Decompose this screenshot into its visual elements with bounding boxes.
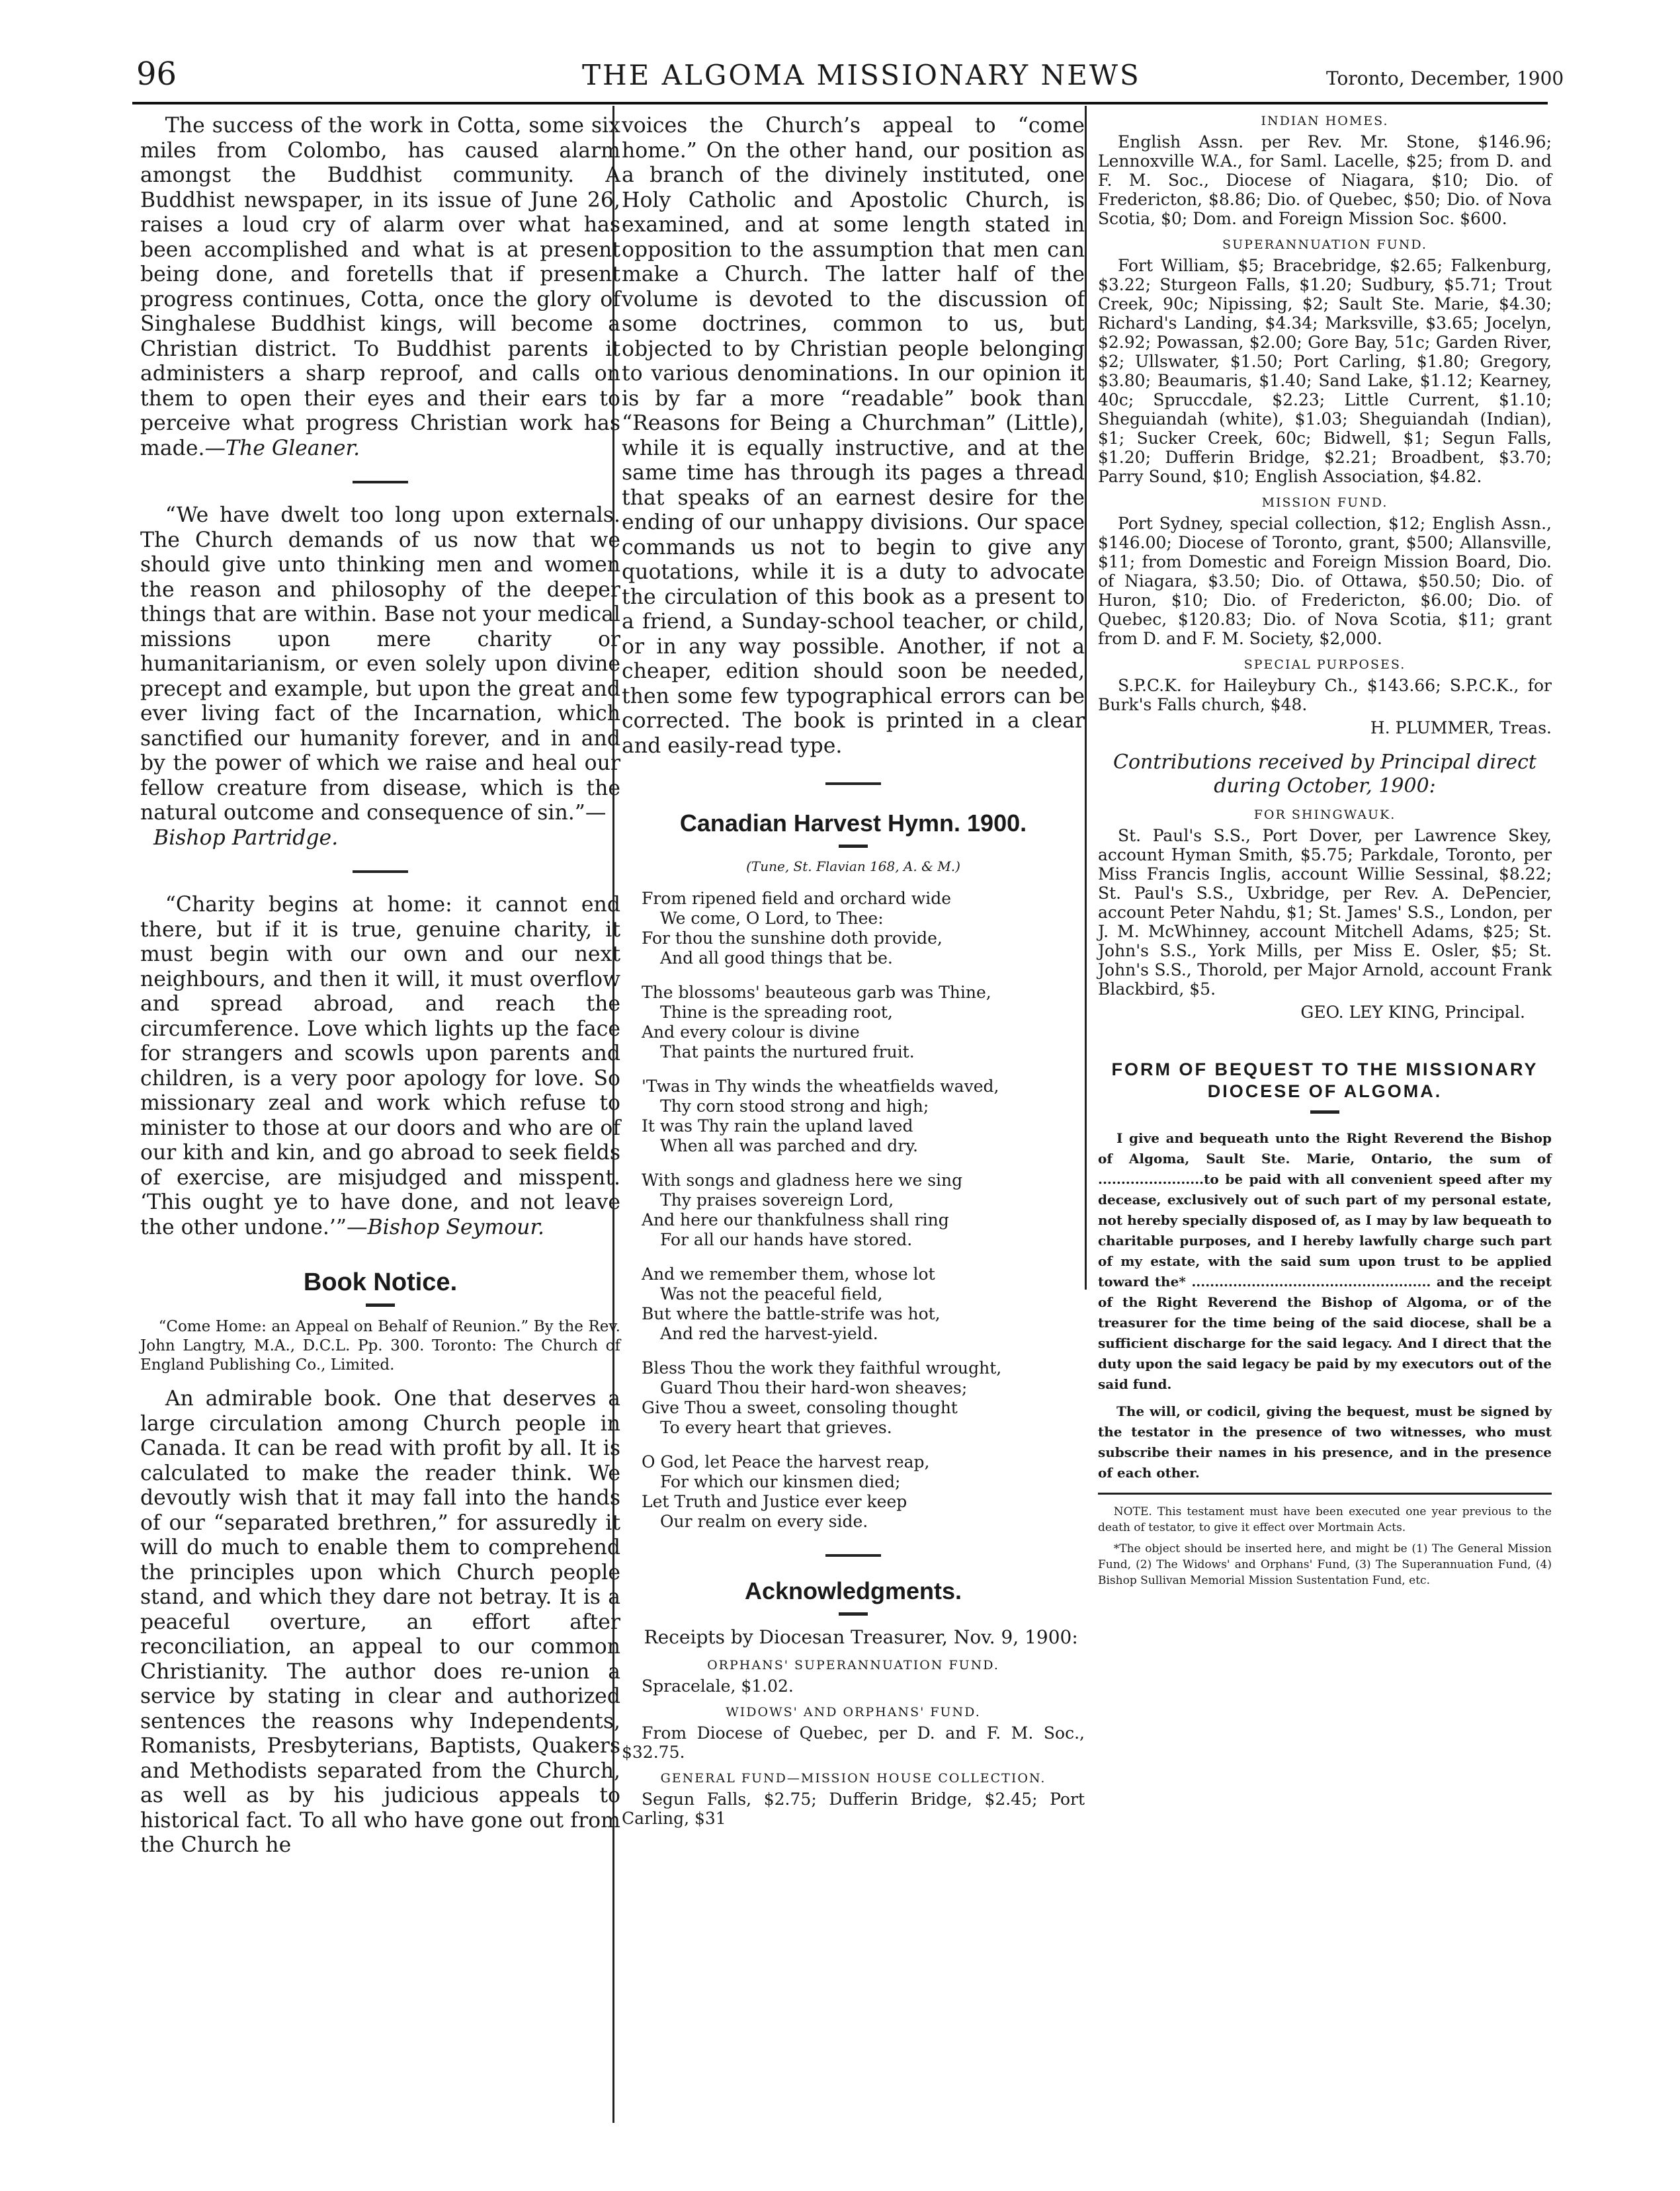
- bequest-footnote: *The object should be inserted here, and might be (1) The General Mission Fund, (2) The Widows' and Orphans' Fund, (3) The Superannuation Fund, (4) Bishop Sullivan Memorial Mission Sustentation Fund, etc.: [1098, 1542, 1552, 1587]
- fund-heading: MISSION FUND.: [1261, 495, 1388, 510]
- hymn-stanza: [642, 1358, 1085, 1438]
- quote-seymour: “Charity begins at home: it cannot end there, but if it is true, genuine charity, it must begin with our own and our next neighbours, and then it will, it must overflow and spread abroad, and reach the circumference. Love which lights up the face for strangers and scowls upon parents and children, is a very poor apology for love. So missionary zeal and work which refuse to minister to those at our doors and who are of our kith and kin, and go abroad to seek fields of exercise, are misjudged and misspent. ‘This ought ye to have done, and not leave the other undone.’”—Bishop Seymour.: [140, 893, 620, 1239]
- book-notice-heading: Book Notice.: [303, 1268, 458, 1296]
- page-number: 96: [136, 56, 177, 93]
- hymn-line: With songs and gladness here we sing: [642, 1171, 963, 1190]
- fund-heading: ORPHANS' SUPERANNUATION FUND.: [707, 1658, 999, 1673]
- hymn-line: 'Twas in Thy winds the wheatfields waved,: [642, 1077, 999, 1096]
- hymn-line: But where the battle-strife was hot,: [642, 1304, 941, 1323]
- hymn-stanza: [642, 1264, 1085, 1344]
- bequest-note: NOTE. This testament must have been executed one year previous to the death of testator, to give it effect over Mortmain Acts.: [1098, 1505, 1552, 1534]
- acknowledgments-intro: Receipts by Diocesan Treasurer, Nov. 9, 1900:: [644, 1626, 1078, 1648]
- hymn-stanza: [642, 1452, 1085, 1532]
- fund-heading: SPECIAL PURPOSES.: [1243, 657, 1406, 672]
- hymn-line: We come, O Lord, to Thee:: [660, 909, 884, 928]
- hymn-line: Let Truth and Justice ever keep: [642, 1492, 907, 1511]
- issue-date: Toronto, December, 1900: [1326, 67, 1564, 89]
- hymn-line: For which our kinsmen died;: [660, 1472, 901, 1491]
- hymn-line: It was Thy rain the upland laved: [642, 1116, 913, 1136]
- book-review: An admirable book. One that deserves a large circulation among Church people in Canada. It can be read with profit by all. It is calculated to make the reader think. We devoutly wish that it may fall into the hands of our “separated brethren,” for assuredly it will do much to enable them to comprehend the principles upon which Church people stand, and which they dare not betray. It is a peaceful overture, an effort after reconciliation, an appeal to our common Christianity. The author does re-union a service by stating in clear and authorized sentences the reasons why Independents, Romanists, Presbyterians, Baptists, Quakers and Methodists separated from the Church, as well as by his judicious appeals to historical fact. To all who have gone out from the Church he: [140, 1387, 620, 1857]
- section-rule: [353, 870, 408, 873]
- hymn-stanza: [642, 889, 1085, 968]
- book-review-continued: voices the Church’s appeal to “come home.” On the other hand, our position as a branch of the divinely instituted, one Holy Catholic and Apostolic Church, is examined, and at some length stated in opposition to the assumption that men can make a Church. The latter half of the volume is devoted to the discussion of some doctrines, common to us, but objected to by Christian people belonging to various denominations. In our opinion it is by far a more “readable” book than “Reasons for Being a Churchman” (Little), while it is equally instructive, and at the same time has through its pages a thread that speaks of an earnest desire for the ending of our unhappy divisions. Our space commands us not to begin to give any quotations, while it is a duty to advocate the circulation of this book as a present to a friend, a Sunday-school teacher, or child, or in any way possible. Another, if not a cheaper, edition should soon be needed, then some few typographical errors can be corrected. The book is printed in a clear and easily-read type.: [622, 114, 1085, 758]
- indian-homes-entries: English Assn. per Rev. Mr. Stone, $146.96; Lennoxville W.A., for Saml. Lacelle, $25; from D. and F. M. Soc., Diocese of Niagara, $10; Dio. of Fredericton, $8.86; Dio. of Quebec, $50; Dio. of Nova Scotia, $0; Dom. and Foreign Mission Soc. $600.: [1098, 132, 1552, 228]
- treasurer-signature: H. PLUMMER, Treas.: [1370, 718, 1552, 737]
- fund-heading: INDIAN HOMES.: [1261, 114, 1389, 128]
- hymn-line: To every heart that grieves.: [660, 1418, 892, 1437]
- fund-heading: FOR SHINGWAUK.: [1253, 807, 1396, 822]
- hymn-line: And here our thankfulness shall ring: [642, 1210, 949, 1229]
- heading-rule: [839, 845, 868, 848]
- hymn-line: Bless Thou the work they faithful wrought,: [642, 1358, 1002, 1378]
- hymn-line: When all was parched and dry.: [660, 1136, 918, 1155]
- hymn-line: O God, let Peace the harvest reap,: [642, 1452, 930, 1471]
- hymn-line: And every colour is divine: [642, 1022, 860, 1042]
- hymn-line: For thou the sunshine doth provide,: [642, 929, 943, 948]
- fund-entry: From Diocese of Quebec, per D. and F. M. Soc., $32.75.: [622, 1723, 1085, 1762]
- section-rule: [825, 1554, 881, 1557]
- section-rule: [353, 481, 408, 483]
- hymn-line: And all good things that be.: [660, 948, 893, 968]
- hymn-line: And red the harvest-yield.: [660, 1324, 878, 1343]
- acknowledgments-heading: Acknowledgments.: [744, 1577, 962, 1604]
- hymn-line: From ripened field and orchard wide: [642, 889, 952, 908]
- contributions-heading: Contributions received by Principal direct during October, 1900:: [1113, 751, 1536, 798]
- fund-heading: GENERAL FUND—MISSION HOUSE COLLECTION.: [660, 1771, 1046, 1786]
- heading-rule: [1310, 1110, 1339, 1114]
- section-rule: [825, 782, 881, 785]
- mission-fund-entries: Port Sydney, special collection, $12; English Assn., $146.00; Diocese of Toronto, grant, $500; Allansville, $11; from Domestic and Foreign Mission Board, Dio. of Niagara, $3.50; Dio. of Ottawa, $50.50; Dio. of Huron, $10; Dio. of Fredericton, $6.00; Dio. of Quebec, $120.83; Dio. of Nova Scotia, $11; grant from D. and F. M. Society, $2,000.: [1098, 514, 1552, 648]
- column-right: [1098, 114, 1552, 1589]
- fund-entry: Spracelale, $1.02.: [642, 1676, 794, 1696]
- hymn-line: Thy praises sovereign Lord,: [660, 1190, 894, 1210]
- hymn-stanza: [642, 983, 1085, 1062]
- shingwauk-entries: St. Paul's S.S., Port Dover, per Lawrence Skey, account Hyman Smith, $5.75; Parkdale, Toronto, per Miss Francis Inglis, account Willie Sessinal, $8.22; St. Paul's S.S., Uxbridge, per Rev. A. DePencier, account Peter Nahdu, $1; St. James' S.S., London, per J. M. McWhinney, account Mitchell Adams, $25; St. John's S.S., York Mills, per Miss E. Osler, $5; St. John's S.S., Thorold, per Major Arnold, account Frank Blackbird, $5.: [1098, 826, 1552, 999]
- hymn-line: Thine is the spreading root,: [660, 1003, 893, 1022]
- bequest-form-text: I give and bequeath unto the Right Reverend the Bishop of Algoma, Sault Ste. Marie, Ontario, the sum of .......................to be paid with all convenient speed after my decease, exclusively out of such part of my personal estate, not hereby specially disposed of, as I may by law bequeath to charitable purposes, and I hereby lawfully charge such part of my estate, with the said sum upon trust to be applied toward the* .................................................... and the receipt of the Right Reverend the Bishop of Algoma, or of the treasurer for the time being of the said diocese, shall be a sufficient discharge for the said legacy. And I direct that the duty upon the said legacy be paid by my executors out of the said fund.: [1098, 1130, 1552, 1392]
- bequest-heading: FORM OF BEQUEST TO THE MISSIONARY DIOCESE OF ALGOMA.: [1111, 1059, 1538, 1101]
- hymn-line: Thy corn stood strong and high;: [660, 1096, 929, 1116]
- column-middle: [622, 114, 1085, 1828]
- principal-signature: GEO. LEY KING, Principal.: [1300, 1003, 1525, 1022]
- article-cotta-source: —The Gleaner.: [204, 436, 360, 460]
- article-cotta: The success of the work in Cotta, some six miles from Colombo, has caused alarm amongst the Buddhist community. A Buddhist newspaper, in its issue of June 26, raises a loud cry of alarm over what has been accomplished and what is at present being done, and foretells that if present progress continues, Cotta, once the glory of Singhalese Buddhist kings, will become a Christian district. To Buddhist parents it administers a sharp reproof, and calls on them to open their eyes and their ears to perceive what progress Christian work has made.—The Gleaner.: [140, 114, 620, 460]
- hymn-line: Our realm on every side.: [660, 1512, 868, 1531]
- header-rule: [132, 102, 1548, 104]
- book-reference: “Come Home: an Appeal on Behalf of Reunion.” By the Rev. John Langtry, M.A., D.C.L. Pp. 300. Toronto: The Church of England Publishing Co., Limited.: [140, 1318, 620, 1374]
- quote-seymour-source: Bishop Seymour.: [367, 1215, 545, 1239]
- bequest-instructions: The will, or codicil, giving the bequest, must be signed by the testator in the presence of two witnesses, who must subscribe their names in his presence, and in the presence of each other.: [1098, 1403, 1552, 1481]
- hymn-line: And we remember them, whose lot: [642, 1264, 935, 1284]
- hymn-line: That paints the nurtured fruit.: [660, 1042, 915, 1061]
- column-left: [140, 114, 620, 1858]
- hymn-line: The blossoms' beauteous garb was Thine,: [642, 983, 991, 1002]
- hymn-heading: Canadian Harvest Hymn. 1900.: [679, 809, 1027, 837]
- note-rule: [1098, 1493, 1552, 1495]
- hymn-line: Give Thou a sweet, consoling thought: [642, 1398, 958, 1417]
- fund-heading: WIDOWS' AND ORPHANS' FUND.: [726, 1705, 981, 1719]
- fund-heading: SUPERANNUATION FUND.: [1222, 237, 1427, 252]
- hymn-stanzas: [622, 889, 1085, 1532]
- hymn-line: Guard Thou their hard-won sheaves;: [660, 1378, 968, 1397]
- superannuation-entries: Fort William, $5; Bracebridge, $2.65; Falkenburg, $3.22; Sturgeon Falls, $1.20; Sudbury, $5.71; Trout Creek, 90c; Nipissing, $2; Sault Ste. Marie, $4.30; Richard's Landing, $4.34; Marksville, $3.65; Jocelyn, $2.92; Powassan, $2.00; Gore Bay, 51c; Garden River, $2; Ullswater, $1.50; Port Carling, $1.80; Gregory, $3.80; Beaumaris, $1.40; Sand Lake, $1.12; Kearney, 40c; Spruccdale, $2.23; Little Current, $1.10; Sheguiandah (white), $1.03; Sheguiandah (Indian), $1; Sucker Creek, 60c; Bidwell, $1; Segun Falls, $1.20; Dufferin Bridge, $2.21; Broadbent, $3.70; Parry Sound, $10; English Association, $4.82.: [1098, 256, 1552, 486]
- hymn-stanza: [642, 1171, 1085, 1250]
- special-purposes-entries: S.P.C.K. for Haileybury Ch., $143.66; S.P.C.K., for Burk's Falls church, $48.: [1098, 676, 1552, 714]
- quote-partridge-source: Bishop Partridge.: [153, 825, 339, 850]
- heading-rule: [366, 1303, 395, 1307]
- hymn-stanza: [642, 1077, 1085, 1156]
- fund-entry: Segun Falls, $2.75; Dufferin Bridge, $2.45; Port Carling, $31: [622, 1790, 1085, 1828]
- column-divider-right: [1085, 106, 1087, 1290]
- heading-rule: [839, 1612, 868, 1616]
- hymn-line: For all our hands have stored.: [660, 1230, 913, 1249]
- masthead-title: THE ALGOMA MISSIONARY NEWS: [582, 59, 1141, 91]
- hymn-line: Was not the peaceful field,: [660, 1284, 883, 1303]
- quote-partridge: “We have dwelt too long upon externals. The Church demands of us now that we should give unto thinking men and women the reason and philosophy of the deeper things that are within. Base not your medical missions upon mere charity or humanitarianism, or even solely upon divine precept and example, but upon the great and ever living fact of the Incarnation, which sanctified our humanity forever, and in and by the power of which we raise and heal our fellow creature from disease, which is the natural outcome and consequence of sin.”— Bishop Partridge.: [140, 503, 620, 850]
- hymn-tune: (Tune, St. Flavian 168, A. & M.): [746, 858, 960, 874]
